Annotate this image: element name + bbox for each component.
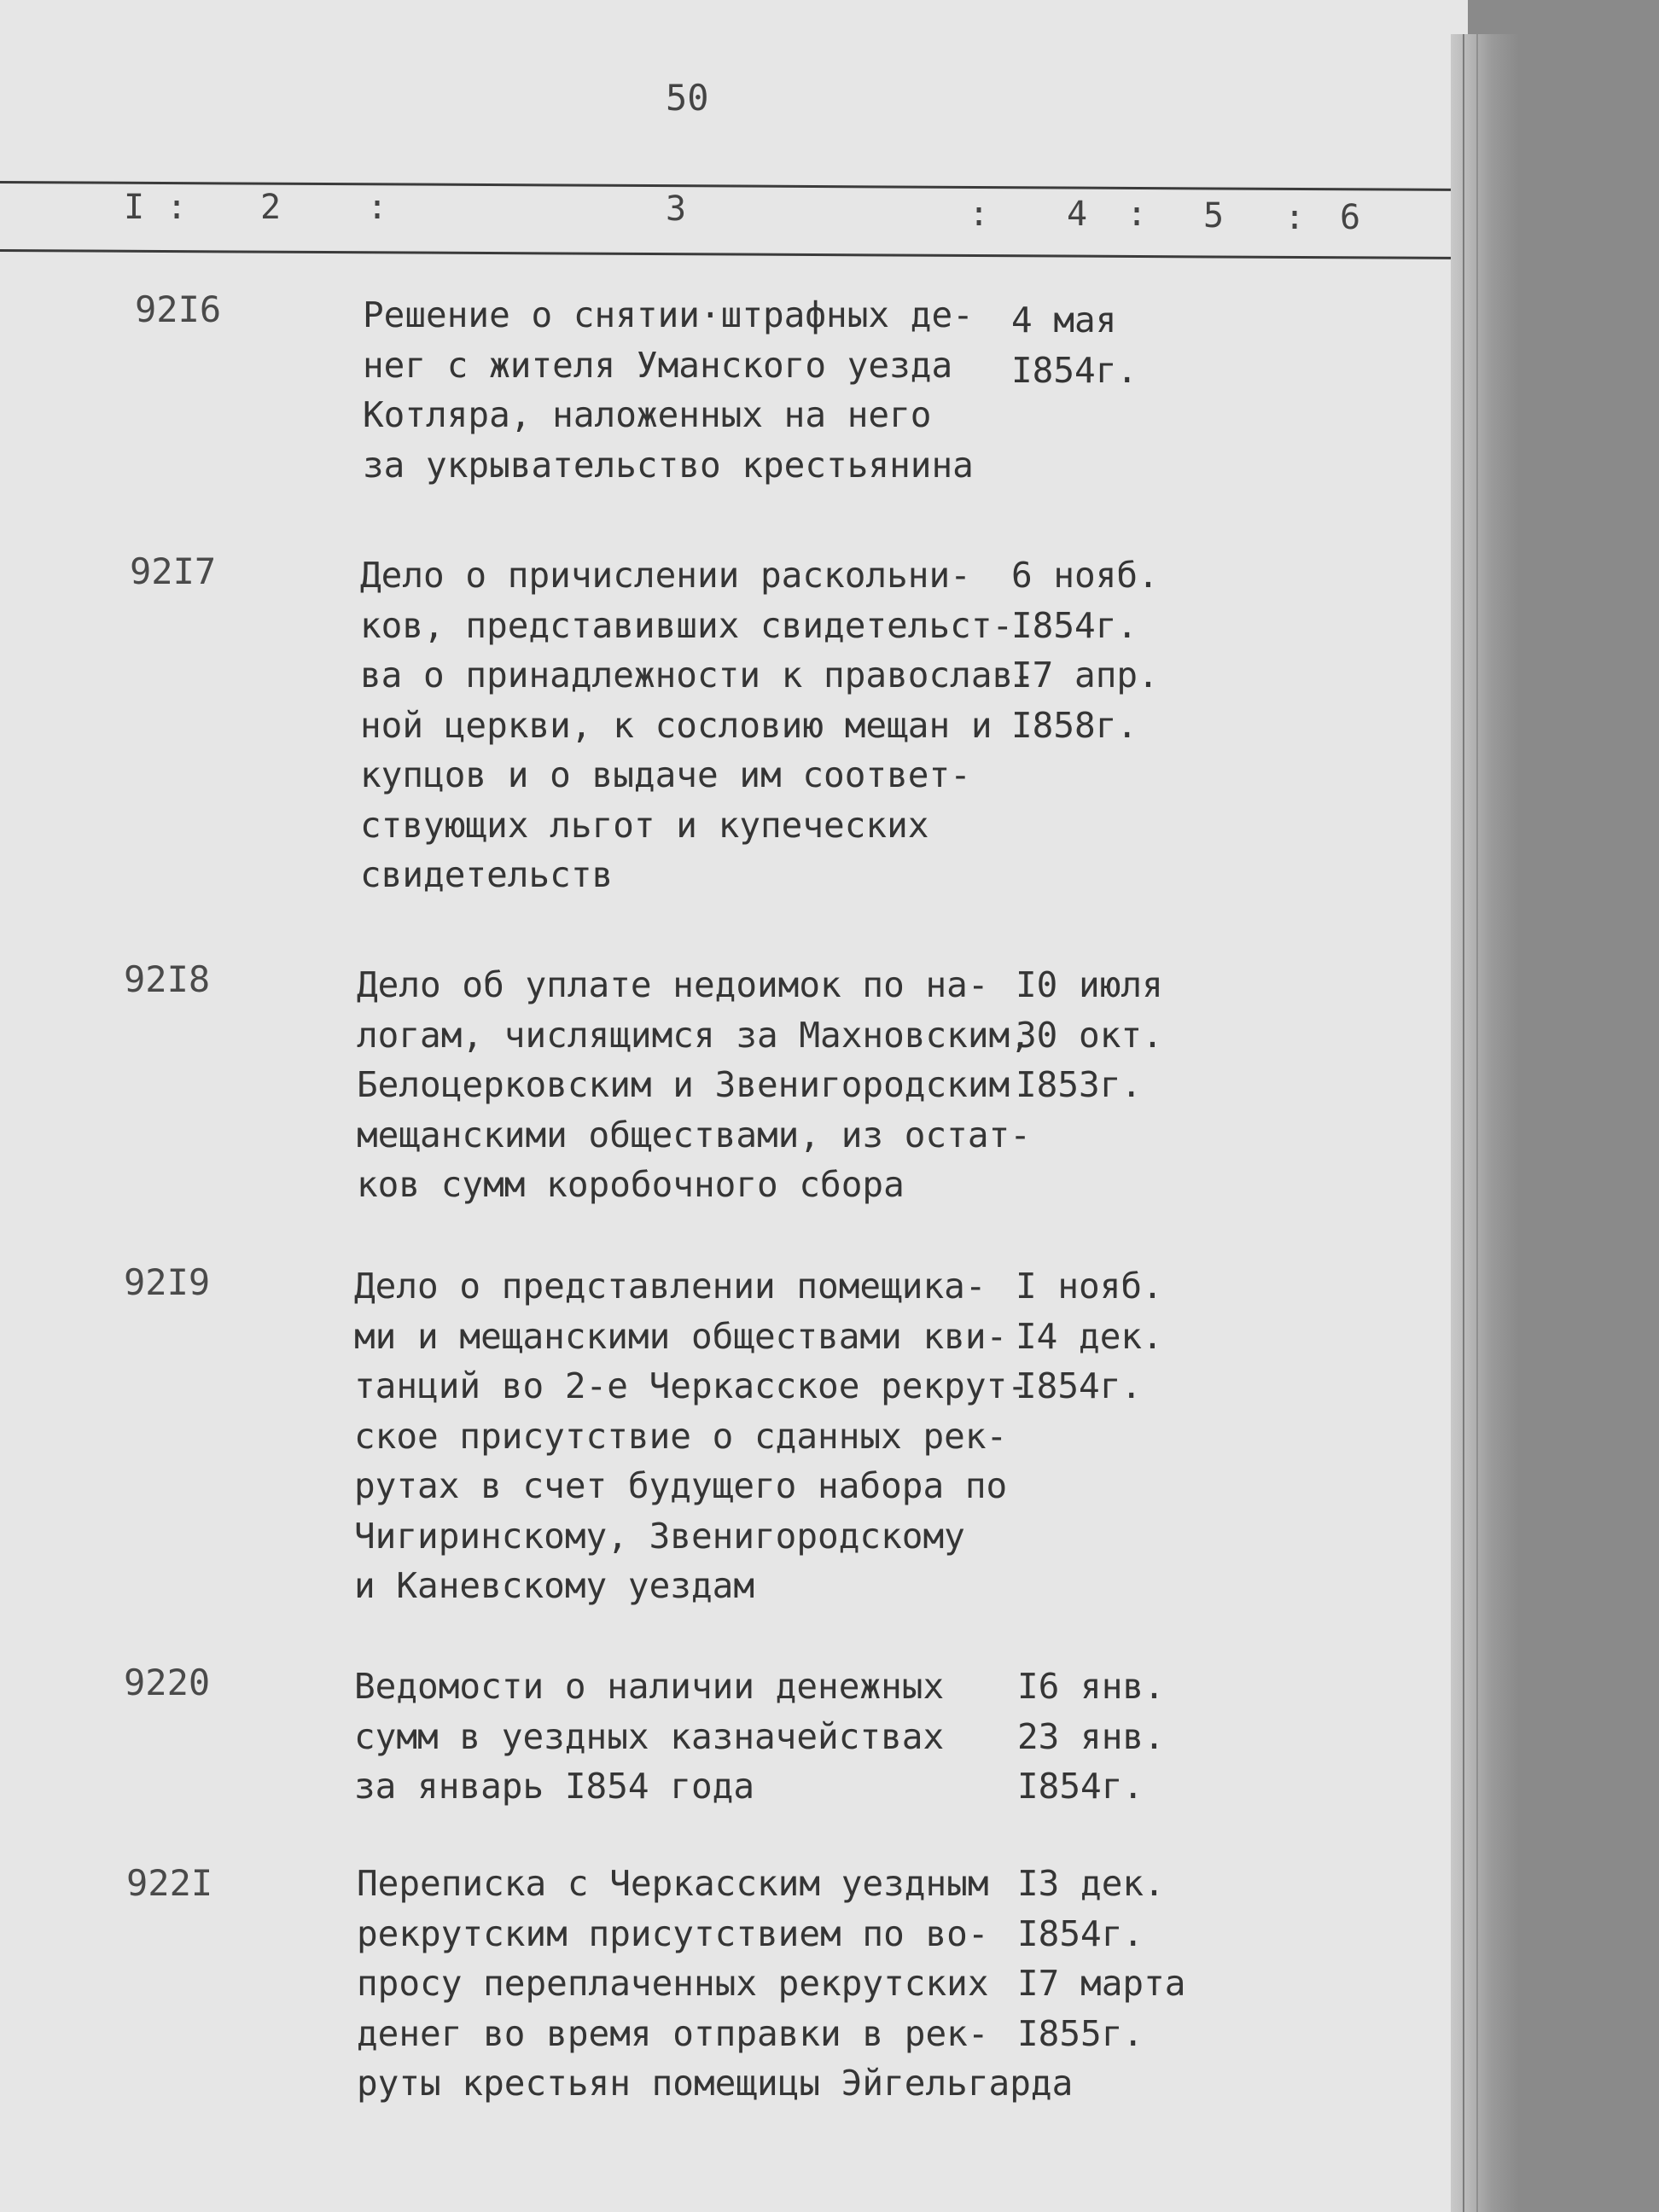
entry-dates: I6 янв. 23 янв. I854г. bbox=[1017, 1666, 1165, 1807]
column-separator: : bbox=[166, 188, 188, 227]
entry-dates: I3 дек. I854г. I7 марта I855г. bbox=[1017, 1863, 1186, 2054]
entry-number: 922I bbox=[126, 1862, 213, 1904]
entry-dates: 6 нояб. I854г. I7 апр. I858г. bbox=[1011, 555, 1159, 746]
header-bottom-rule bbox=[0, 249, 1468, 259]
column-header-3: 3 bbox=[666, 189, 687, 229]
entry-title: Дело о представлении помещика- ми и мещанскими обществами кви- танций во 2-е Черкасское рекрут- ское присутствие о сданных рек- рутах в счет будущего набора по Чигиринскому, Звенигородскому и Каневскому уездам bbox=[354, 1266, 1028, 1606]
column-separator: : bbox=[1284, 198, 1306, 237]
entry-number: 92I8 bbox=[124, 958, 211, 1000]
entry-title: Дело о причислении раскольни- ков, представивших свидетельст- ва о принадлежности к православ- ной церкви, к сословию мещан и купцов и о выдаче им соответ- ствующих льгот и купеческих свидетельств bbox=[360, 555, 1034, 895]
entry-number: 92I7 bbox=[130, 550, 217, 592]
entry-number: 92I6 bbox=[135, 288, 222, 330]
column-header-2: 2 bbox=[260, 188, 282, 227]
entry-dates: 4 мая I854г. bbox=[1011, 300, 1138, 391]
header-top-rule bbox=[0, 181, 1468, 191]
column-header-5: 5 bbox=[1203, 196, 1225, 236]
column-header-1: I bbox=[124, 188, 145, 227]
column-header-4: 4 bbox=[1067, 195, 1088, 234]
entry-dates: I0 июля 30 окт. I853г. bbox=[1016, 964, 1163, 1105]
entry-title: Переписка с Черкасским уездным рекрутским присутствием по во- просу переплаченных рекрутских денег во время отправки в рек- руты крестьян помещицы Эйгельгарда bbox=[357, 1863, 1074, 2104]
column-separator: : bbox=[969, 195, 990, 234]
entry-title: Дело об уплате недоимок по на- логам, числящимся за Махновским, Белоцерковским и Звенигородским мещанскими обществами, из остат- ков сумм коробочного сбора bbox=[357, 964, 1031, 1205]
column-header-6: 6 bbox=[1340, 198, 1361, 237]
stacked-page-edges bbox=[1451, 34, 1519, 2212]
entry-dates: I нояб. I4 дек. I854г. bbox=[1016, 1266, 1163, 1406]
entry-number: 92I9 bbox=[124, 1261, 211, 1303]
page-number: 50 bbox=[666, 77, 709, 119]
entry-number: 9220 bbox=[124, 1662, 211, 1703]
column-separator: : bbox=[367, 188, 388, 227]
entry-title: Ведомости о наличии денежных сумм в уездных казначействах за январь I854 года bbox=[354, 1666, 945, 1807]
entry-title: Решение о снятии·штрафных де- нег с жителя Уманского уезда Котляра, наложенных на него за укрывательство крестьянина bbox=[363, 294, 974, 486]
column-separator: : bbox=[1126, 195, 1148, 234]
